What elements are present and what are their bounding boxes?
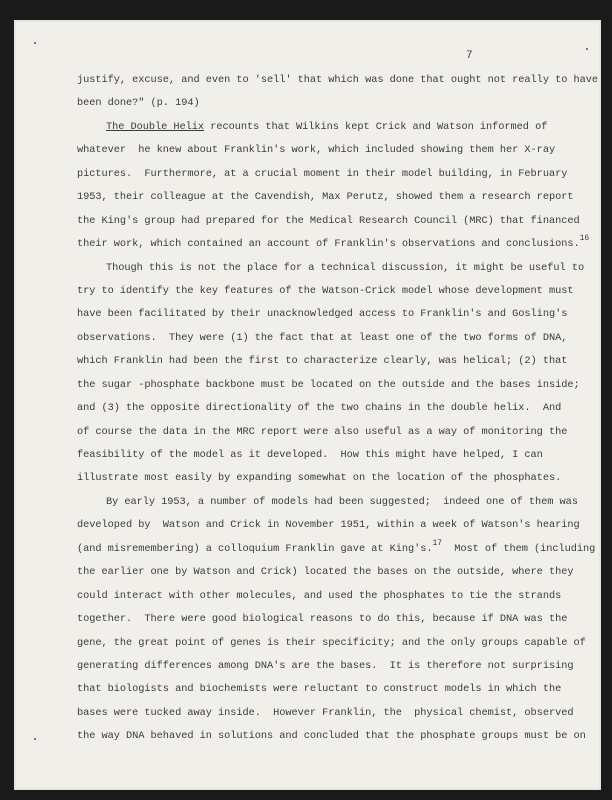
text-line: justify, excuse, and even to 'sell' that which was done that ought not really to have (77, 74, 598, 86)
text-line-with-footnote (77, 233, 590, 256)
text-line: which Franklin had been the first to characterize clearly, was helical; (2) that (77, 355, 568, 368)
text-line: pictures. Furthermore, at a crucial moment in their model building, in February (77, 167, 568, 180)
body-text (77, 69, 598, 749)
page-number: 7 (466, 50, 473, 62)
text-line: 1953, their colleague at the Cavendish, Max Perutz, showed them a research report (77, 191, 574, 204)
text-fragment: Most of them (including (454, 542, 596, 555)
text-line: developed by Watson and Crick in November 1951, within a week of Watson's hearing (77, 519, 580, 532)
manuscript-page (14, 20, 601, 790)
scan-speck (34, 42, 36, 44)
text-line: of course the data in the MRC report were also useful as a way of monitoring the (77, 425, 568, 438)
footnote-marker: 17 (432, 538, 443, 548)
text-line: have been facilitated by their unacknowledged access to Franklin's and Gosling's (77, 308, 568, 321)
scan-speck (586, 48, 588, 50)
text-line: illustrate most easily by expanding somewhat on the location of the phosphates. (77, 472, 562, 485)
scan-speck (34, 738, 36, 740)
text-fragment: their work, which contained an account of Franklin's observations and conclusions. (77, 238, 580, 251)
text-line: been done?" (p. 194) (77, 97, 200, 110)
text-line: observations. They were (1) the fact that at least one of the two forms of DNA, (77, 331, 568, 344)
paragraph-start: By early 1953, a number of models had been suggested; indeed one of them was (106, 495, 578, 508)
text-line: bases were tucked away inside. However Franklin, the physical chemist, observed (77, 706, 574, 719)
paragraph-start (77, 116, 577, 139)
text-line: together. There were good biological reasons to do this, because if DNA was the (77, 613, 568, 626)
text-line: that biologists and biochemists were reluctant to construct models in which the (77, 683, 562, 696)
text-line: the sugar -phosphate backbone must be located on the outside and the bases inside; (77, 378, 580, 391)
text-line-with-footnote (77, 538, 596, 561)
text-fragment: recounts that Wilkins kept Crick and Watson informed of (210, 120, 548, 133)
text-line: generating differences among DNA's are the bases. It is therefore not surprising (77, 659, 574, 672)
text-line: and (3) the opposite directionality of the two chains in the double helix. And (77, 402, 562, 415)
text-line: whatever he knew about Franklin's work, which included showing them her X-ray (77, 144, 556, 157)
text-line: try to identify the key features of the Watson-Crick model whose development must (77, 284, 574, 297)
footnote-marker: 16 (579, 234, 590, 244)
text-line: the earlier one by Watson and Crick) located the bases on the outside, where they (77, 566, 574, 579)
paragraph-start: Though this is not the place for a technical discussion, it might be useful to (106, 261, 585, 274)
text-line: gene, the great point of genes is their specificity; and the only groups capable of (77, 636, 586, 649)
text-line: could interact with other molecules, and used the phosphates to tie the strands (77, 589, 562, 602)
text-fragment: (and misremembering) a colloquium Franklin gave at King's. (77, 542, 433, 555)
text-line: the King's group had prepared for the Medical Research Council (MRC) that financed (77, 214, 580, 227)
text-line: the way DNA behaved in solutions and concluded that the phosphate groups must be on (77, 730, 586, 743)
book-title: The Double Helix (106, 120, 205, 133)
text-line: feasibility of the model as it developed. How this might have helped, I can (77, 449, 543, 461)
